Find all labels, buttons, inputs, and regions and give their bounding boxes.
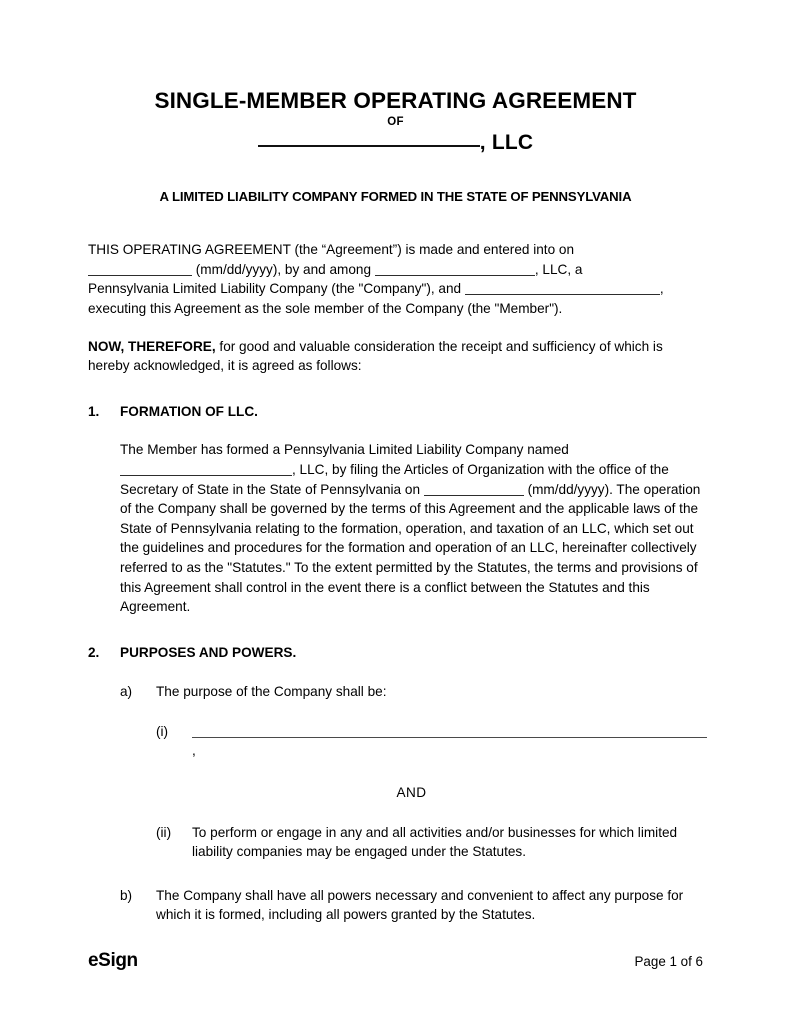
section-2-item-b-marker: b) [120,887,133,903]
preamble-paragraph [88,240,703,318]
now-therefore-rest: for good and valuable consideration the receipt and sufficiency of which is hereby acknowledged, it is agreed as follows: [88,338,663,374]
page-footer [88,950,703,972]
section-2-item-b [120,886,703,925]
section-1-company-blank[interactable] [120,463,292,476]
section-1-date-blank[interactable] [424,483,524,496]
section-1-number: 1. [88,403,100,419]
preamble-line3b: , [659,281,664,297]
preamble-line3a: Pennsylvania Limited Liability Company (the "Company"), and [88,281,462,297]
section-2-body [88,682,703,925]
title-of-label: OF [387,116,404,129]
section-2-subitem-ii-marker: (ii) [156,824,172,840]
entity-name-line [88,131,703,155]
document-subtitle: A LIMITED LIABILITY COMPANY FORMED IN THE STATE OF PENNSYLVANIA [159,189,632,205]
section-formation-of-llc [88,402,703,617]
preamble-line1: THIS OPERATING AGREEMENT (the “Agreement”) is made and entered into on [88,242,575,258]
section-2-subitem-i-marker: (i) [156,723,169,739]
now-therefore-lead: NOW, THEREFORE, [88,338,216,354]
section-1-heading [88,402,703,422]
section-1-text-a: The Member has formed a Pennsylvania Limited Liability Company named [120,442,569,458]
section-2-item-a-marker: a) [120,684,133,700]
section-1-body [88,440,703,616]
section-1-text-c: (mm/dd/yyyy). The operation of the Company shall be governed by the terms of this Agreement and the applicable laws of the State of Pennsylvania relating to the formation, operation, and taxation of an LLC, which set out the guidelines and procedures for the formation and operation of an LLC, hereinafter collectively referred to as the "Statutes." To the extent permitted by the Statutes, the terms and provisions of this Agreement shall control in the event there is a conflict between the Statutes and this Agreement. [120,481,701,615]
preamble-line2a: (mm/dd/yyyy), by and among [195,261,372,277]
section-2-conjunction: AND [396,785,427,801]
preamble-company-blank[interactable] [375,263,535,276]
section-1-text-b: , LLC, by filing the Articles of Organization with the office of the Secretary of State in the State of Pennsylvania on [120,461,669,497]
esign-logo: eSign [88,950,138,971]
preamble-line2b: , LLC, a [534,261,583,277]
entity-suffix: , LLC [479,131,534,155]
document-title: SINGLE-MEMBER OPERATING AGREEMENT [154,88,637,113]
page-content [88,0,703,925]
document-body [88,240,703,925]
preamble-date-blank[interactable] [88,263,192,276]
now-therefore-paragraph [88,337,703,376]
preamble-line4: executing this Agreement as the sole member of the Company (the "Member"). [88,300,563,316]
section-2-subitem-ii [156,823,703,862]
section-2-item-b-text: The Company shall have all powers necessary and convenient to affect any purpose for which it is formed, including all powers granted by the Statutes. [156,887,684,923]
section-1-title: FORMATION OF LLC. [120,403,258,419]
page-number-label: Page 1 of 6 [634,954,703,969]
section-2-purpose-blank[interactable] [192,726,707,738]
section-2-subitem-i-trailing: , [192,743,196,759]
section-purposes-and-powers [88,643,703,925]
entity-name-blank[interactable] [258,145,480,147]
preamble-member-blank[interactable] [465,282,660,295]
section-2-title: PURPOSES AND POWERS. [120,644,297,660]
section-2-item-a-text: The purpose of the Company shall be: [156,684,387,700]
section-2-heading [88,643,703,663]
section-1-paragraph [120,440,703,616]
section-2-subitem-ii-text: To perform or engage in any and all activities and/or businesses for which limited liability companies may be engaged under the Statutes. [192,824,678,860]
title-block [88,0,703,204]
section-2-number: 2. [88,644,100,660]
section-2-item-a [120,682,703,702]
section-2-subitem-i [156,722,703,761]
